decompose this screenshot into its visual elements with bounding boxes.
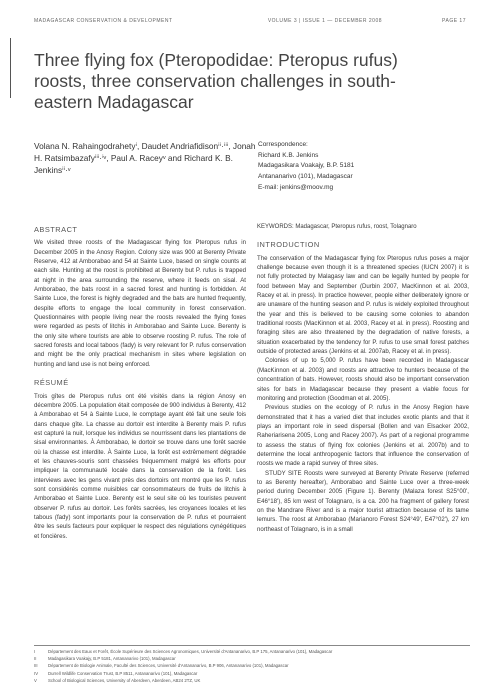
abstract-text: We visited three roosts of the Madagascar flying fox Pteropus rufus in December 2005 in the Anosy Region. Colony size was 900 at Berenty Private Reserve, 412 at Amborabao and 54 at Sainte Luce, based on single counts at each site. Hunting at the roost is prohibited at Berenty but P. rufus is trapped at night in the area surrounding the reserve, where it feeds on sisal. At Amborabao, the bats roost in a sacred forest and hunting is forbidden. At Sainte Luce, the forest is highly degraded and the bats are hunted frequently, despite efforts to engage the local community in forest conservation. Questionnaires with people living near the roosts revealed the flying foxes were regarded as pests of litchis in Amborabao and Sainte Luce. Berenty is the only site where tourists are able to observe roosting P. rufus. The role of sacred forests and local taboos (fady) is very relevant for P. rufus conservation and might be the only practical mechanism in sites where legislation on hunting and land use is not being enforced. (34, 239, 246, 368)
footnote-item: III Département de Biologie Animale, Faculté des Sciences, Université d'Antananarivo, B.P 906, Antananarivo (101), Madagascar (34, 663, 289, 669)
footnote-item: IV Durrell Wildlife Conservation Trust, B.P 8511, Antananarivo (101), Madagascar (34, 670, 198, 676)
resume-text: Trois gîtes de Pteropus rufus ont été visités dans la région Anosy en décembre 2005. La population était composée de 900 individus à Berenty, 412 à Amborabao et 54 à Sainte Luce, le comptage ayant été fait une seule fois dans chaque gîte. La chasse au dortoir est interdite à Berenty mais P. rufus est capturé la nuit, lorsque les individus se nourrissent dans les plantations de sisal environnantes. À Amborabao, le dortoir se trouve dans une forêt sacrée où la chasse est interdite. À Sainte Luce, la forêt est extrêmement dégradée et les chauves-souris sont chassées fréquemment malgré les efforts pour impliquer la communauté locale dans la conservation de la forêt. Les interviews avec les gens vivant près des dortoirs ont montré que les P. rufus sont considérés comme nuisibles car consommateurs de fruits de litchis à Amborabao et Sainte Luce. Berenty est le seul site où les touristes peuvent observer P. rufus au dortoir. Les forêts sacrées, les croyances locales et les tabous (fady) sont importants pour la conservation de P. rufus et pourraient être les seuls facteurs pour expliquer le respect des régulations cynégétiques et foncières. (34, 392, 246, 540)
correspondence-label: Correspondence: (258, 141, 308, 148)
affiliation-footnotes (34, 648, 474, 684)
author-list: Volana N. Rahaingodrahetyⁱ, Daudet Andriafidisonⁱⁱ·ⁱⁱⁱ, Jonah H. Ratsimbazafyⁱⁱⁱ·ⁱᵛ, Paul A. Raceyᵛ and Richard K. B. Jenkinsⁱⁱ·ᵛ (34, 141, 256, 175)
intro-paragraph-2: Colonies of up to 5,000 P. rufus have been recorded in Madagascar (MacKinnon et al. 2003) and roosts are attractive to hunters because of the concentration of bats. However, roosts should also be important conservation sites for bats in Madagascar because they present a viable focus for monitoring and protection (Goodman et al. 2005). (257, 357, 469, 402)
correspondence-block (258, 140, 458, 194)
volume-issue: VOLUME 3 | ISSUE 1 — DECEMBER 2008 (267, 18, 383, 24)
footnote-item: II Madagasikara Voakajy, B.P 5181, Antananarivo (101), Madagascar (34, 656, 176, 662)
right-column (257, 223, 469, 534)
keywords: KEYWORDS: Madagascar, Pteropus rufus, roost, Tolagnaro (257, 224, 417, 230)
resume-heading: RÉSUMÉ (34, 378, 69, 388)
running-header (34, 18, 466, 28)
study-site-paragraph: STUDY SITE Roosts were surveyed at Berenty Private Reserve (referred to as Berenty hereafter), Amborabao and Sainte Luce over a three-week period during December 2005 (Figure 1). Berenty (Malaza forest S25°00', E46°18'), 85 km west of Tolagnaro, is a ca. 200 ha fragment of gallery forest on the Mandrare River and is a major tourist attraction because of its tame lemurs. The roost at Amborabao (Marianoro Forest S24°49', E47°02'), 27 km northeast of Tolagnaro, is in a small (257, 469, 469, 533)
page-number: PAGE 17 (442, 18, 466, 24)
footnote-divider (34, 645, 470, 646)
intro-paragraph-1: The conservation of the Madagascar flying fox Pteropus rufus poses a major challenge because even though it is a threatened species (IUCN 2007) it is not fully protected by Malagasy law and can be legally hunted by people for food between May and September (Durbin 2007, MacKinnon et al. 2003, Racey et al. in press). In practice however, people either deliberately ignore or are unaware of the hunting season and P. rufus is widely exploited throughout the year and this is believed to be causing some colonies to abandon traditional roosts (MacKinnon et al. 2003, Racey et al. in press). Roosting and foraging sites are also threatened by the degradation of native forests, a situation exacerbated by the tendency for P. rufus to use small forest patches outside of protected areas (Jenkins et al. 2007ab, Racey et al. in press). (257, 254, 469, 356)
article-title: Three flying fox (Pteropodidae: Pteropus rufus) roosts, three conservation challenges in south-eastern Madagascar (34, 50, 398, 112)
correspondence-city: Antananarivo (101), Madagascar (258, 173, 353, 181)
introduction-heading: INTRODUCTION (257, 240, 320, 250)
footnote-item: I Département des Eaux et Forêt, École Supérieure des Sciences Agronomiques, Université d'Antananarivo, B.P 175, Antananarivo (101), Madagascar (34, 649, 333, 654)
correspondence-name: Richard K.B. Jenkins (258, 151, 319, 159)
footnote-item: V School of Biological Sciences, University of Aberdeen, Aberdeen, AB24 2TZ, UK (34, 677, 201, 683)
journal-name: MADAGASCAR CONSERVATION & DEVELOPMENT (34, 18, 173, 24)
margin-mark (10, 38, 11, 98)
abstract-heading: ABSTRACT (34, 225, 78, 234)
left-column (34, 223, 246, 541)
correspondence-email[interactable]: E-mail: jenkins@moov.mg (258, 183, 334, 191)
correspondence-org: Madagasikara Voakajy, B.P. 5181 (258, 162, 355, 170)
intro-paragraph-3: Previous studies on the ecology of P. rufus in the Anosy Region have demonstrated that it has a varied diet that includes exotic plants and that it plays an important role in seed dispersal (Bollen and van Elsacker 2002, Raheriarisena 2005, Long and Racey 2007). As part of a regional programme to assess the status of flying fox colonies (Jenkins et al. 2007b) and to determine the local anthropogenic factors that influence the conservation of roosts we made a rapid survey of three sites. (257, 404, 469, 468)
